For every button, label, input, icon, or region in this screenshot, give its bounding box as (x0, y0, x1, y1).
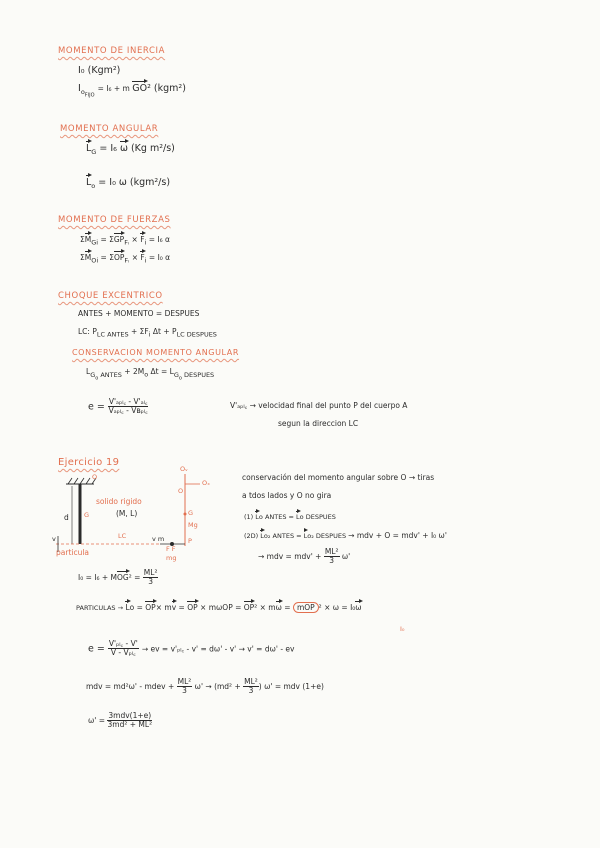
eq3-b: ω' (339, 551, 351, 561)
fig-g2: G (188, 509, 194, 517)
ex-text1: conservación del momento angular sobre O → tiras (242, 473, 435, 482)
vapl-definition (230, 402, 407, 410)
def-sym: V'ₐₚₗ꜀ (230, 401, 248, 410)
part-io-label: I₀ (400, 625, 405, 633)
mdv-den2: 3 (248, 686, 254, 696)
f1-vec-f: F (140, 235, 145, 244)
f1-vec-m: M (84, 235, 92, 244)
heading-momento-fuerzas: MOMENTO DE FUERZAS (58, 215, 171, 225)
eq2-pre: (2D) (244, 532, 261, 540)
fig-mg2: mg (166, 554, 177, 562)
omega-eq (88, 712, 152, 730)
angular-mid: = I₆ (96, 143, 120, 154)
f2-vec-op: OP (113, 253, 125, 262)
angular2-vec-l: L (86, 177, 92, 188)
fig-p: P (188, 537, 192, 545)
eq2-vec2: L (303, 532, 308, 540)
eq1-b: o DESPUES (299, 513, 336, 521)
ex-eq1 (244, 514, 336, 521)
fe-vec: OG (117, 572, 129, 582)
part-circled: mOP (293, 602, 319, 613)
f2-d: = I₀ α (146, 253, 171, 262)
c2-sub3: LC DESPUES (176, 330, 217, 339)
vapl-definition-2: segun la direccion LC (278, 419, 359, 428)
angular-sub-g: G (91, 147, 97, 156)
part-d: × mωOP = (197, 603, 244, 612)
heading-conservacion: CONSERVACION MOMENTO ANGULAR (72, 348, 240, 357)
c3-b: + 2M (121, 367, 145, 376)
inertia-sub: o (80, 87, 85, 96)
part-c: = (176, 603, 188, 612)
part-a: o = (129, 603, 146, 612)
choque-line3 (86, 368, 214, 381)
choque-line1: ANTES + MOMENTO = DESPUES (78, 309, 200, 318)
angular2-tail: = I₀ ω (kgm²/s) (95, 177, 171, 188)
w-num: 3mdv(1+e) (108, 711, 152, 720)
choque-line2 (78, 328, 217, 339)
e-den: Vₐₚₗ꜀ - Vʙₚₗ꜀ (108, 406, 148, 416)
c3-sub3: G (173, 370, 179, 379)
eq2-a: o₂ ANTES = (263, 532, 304, 540)
fig-ox: Oₓ (202, 479, 211, 487)
ex-text2: a tdos lados y O no gira (242, 491, 332, 500)
heading-choque-excentrico: CHOQUE EXCENTRICO (58, 291, 163, 301)
e2-eq (88, 640, 294, 658)
f2-sub: Oi (91, 256, 99, 265)
inertia-subsub: FIJO (84, 92, 95, 99)
ex-eq2 (244, 532, 447, 540)
e2-den: V - Vₚₗ꜀ (110, 648, 136, 658)
fig-f: F F (166, 545, 176, 553)
def-text1: → velocidad final del punto P del cuerpo A (249, 401, 408, 410)
c3-subsub1: o (95, 374, 99, 381)
fig-solido: solido rigido (96, 497, 142, 506)
inertia-tail: ² (kgm²) (147, 83, 186, 94)
mdv-eq (86, 678, 324, 696)
inertia-lhs: I (78, 83, 81, 94)
mdv-den: 3 (182, 686, 187, 696)
c3-subsub3: o (178, 374, 182, 381)
particulas-eq (76, 604, 362, 612)
part-pre: PARTICULAS → (76, 604, 124, 612)
forces-line1 (80, 236, 170, 247)
f2-a: Σ (80, 253, 85, 262)
part-f: = (281, 603, 293, 612)
c3-desp: DESPUES (181, 370, 215, 379)
fig-particula: particula (56, 548, 90, 557)
eq2-vec: L (260, 532, 264, 540)
f2-sub3: i (144, 256, 147, 265)
inertia-vec: GO (132, 83, 148, 94)
inertia-rhs: = I₆ + m (97, 84, 133, 93)
inertia-line2 (78, 84, 186, 99)
f2-sub2: Fᵢ (124, 256, 130, 265)
f1-d: = I₆ α (146, 235, 170, 244)
fig-mg: Mg (188, 521, 198, 529)
part-vec7: ω (355, 603, 362, 612)
c2-sub1: LC ANTES (96, 330, 129, 339)
eq3-a: → mdv = mdv' + (258, 551, 324, 561)
eq3-frac (324, 548, 340, 566)
e2-lhs: e = (88, 643, 105, 655)
angular-vec-w: ω (119, 143, 128, 154)
fig-g: G (84, 511, 90, 519)
mdv-b: ω' → (192, 681, 215, 691)
w-den: 3md² + ML² (107, 720, 153, 730)
heading-ejercicio: Ejercicio 19 (58, 457, 120, 468)
w-lhs: ω' = (88, 715, 106, 725)
fig-ov: Oᵥ (180, 465, 188, 473)
fe-den: 3 (148, 577, 154, 587)
e-num: V'ₐₚₗ꜀ - V'ₐₗ꜀ (108, 397, 148, 406)
part-vec6: ω (275, 603, 282, 612)
ex-eq3 (258, 548, 350, 566)
g-point (184, 513, 187, 516)
w-frac (107, 712, 152, 730)
f1-sub: Gi (91, 238, 99, 247)
fe-num: ML² (143, 568, 158, 577)
heading-momento-inercia: MOMENTO DE INERCIA (58, 46, 166, 56)
c3-a: L (86, 367, 91, 376)
f1-sub3: i (144, 238, 147, 247)
part-g: ² × ω = I₀ (318, 603, 356, 612)
eq3-num: ML² (324, 547, 339, 556)
f1-c: × (129, 235, 141, 244)
eq1-a: o ANTES = (258, 513, 297, 521)
f2-b: = Σ (98, 253, 114, 262)
fig-o-top: O (92, 473, 98, 481)
part-e: ² × m (254, 603, 276, 612)
angular-tail: (Kg m²/s) (127, 143, 175, 154)
mdv-num2: ML² (244, 677, 258, 686)
fig-vm: v m (152, 535, 165, 543)
mdv-frac (177, 678, 193, 696)
restitution-eq (88, 398, 148, 416)
f1-a: Σ (80, 235, 85, 244)
f2-vec-f: F (140, 253, 145, 262)
fe-b: ² = (128, 572, 143, 582)
mdv-num: ML² (177, 677, 192, 686)
c3-sub2: o (144, 370, 149, 379)
inertia-line1: I₀ (Kgm²) (78, 65, 121, 76)
mdv-a: mdv = md²ω' - mdev + (86, 681, 177, 691)
fig-ml: (M, L) (116, 509, 138, 518)
f1-b: = Σ (98, 235, 114, 244)
eq2-b: o₂ DESPUES (307, 532, 347, 540)
f1-vec-gp: GP (113, 235, 125, 244)
fig-lc: LC (118, 532, 127, 540)
mdv-c: (md² + (214, 681, 244, 691)
angular-vec-l: L (86, 143, 92, 154)
c3-c: Δt = L (148, 367, 174, 376)
part-b: × m (155, 603, 172, 612)
c2-b: + ΣF (128, 327, 149, 336)
e2-num: V'ₚₗ꜀ - V' (108, 639, 138, 648)
eq2-c: → mdv + O = mdv' + I₀ ω' (348, 531, 447, 540)
part-vec3: v (171, 603, 177, 612)
f2-c: × (129, 253, 141, 262)
mdv-d: ) ω' = mdv (1+e) (258, 681, 324, 691)
c2-c: Δt + P (150, 327, 177, 336)
e-fraction (108, 398, 149, 416)
e-lhs: e = (88, 401, 105, 413)
part-vec2: OP (145, 603, 156, 612)
mdv-frac2 (243, 678, 259, 696)
f1-sub2: Fᵢ (124, 238, 130, 247)
fig-inertia-eq (78, 569, 158, 587)
part-vec5: OP (243, 603, 255, 612)
fig-d: d (64, 513, 69, 522)
fe-a: I₀ = I₆ + M (78, 572, 118, 582)
angular-line1 (86, 144, 175, 156)
e2-frac (108, 640, 139, 658)
angular2-sub: o (91, 181, 96, 190)
eq1-pre: (1) (244, 513, 256, 521)
eq1-vec: L (255, 513, 259, 521)
e2-tail: → ev = v'ₚₗ꜀ - v' = dω' - v' → v' = dω' - ev (141, 644, 295, 654)
fig-o2: O (178, 487, 184, 495)
fig-v: v (52, 535, 56, 543)
part-vec1: L (125, 603, 130, 612)
angular-line2 (86, 178, 170, 190)
c2-a: LC: P (78, 327, 97, 336)
part-vec4: OP (187, 603, 198, 612)
forces-line2 (80, 254, 170, 265)
eq1-vec2: L (296, 513, 300, 521)
eq3-den: 3 (329, 556, 335, 566)
c3-sub1: G (90, 370, 96, 379)
c2-sub2: i (148, 330, 151, 339)
c3-ante: ANTES (98, 370, 122, 379)
f2-vec-m: M (84, 253, 92, 262)
fe-frac (143, 569, 159, 587)
heading-momento-angular: MOMENTO ANGULAR (60, 124, 159, 134)
